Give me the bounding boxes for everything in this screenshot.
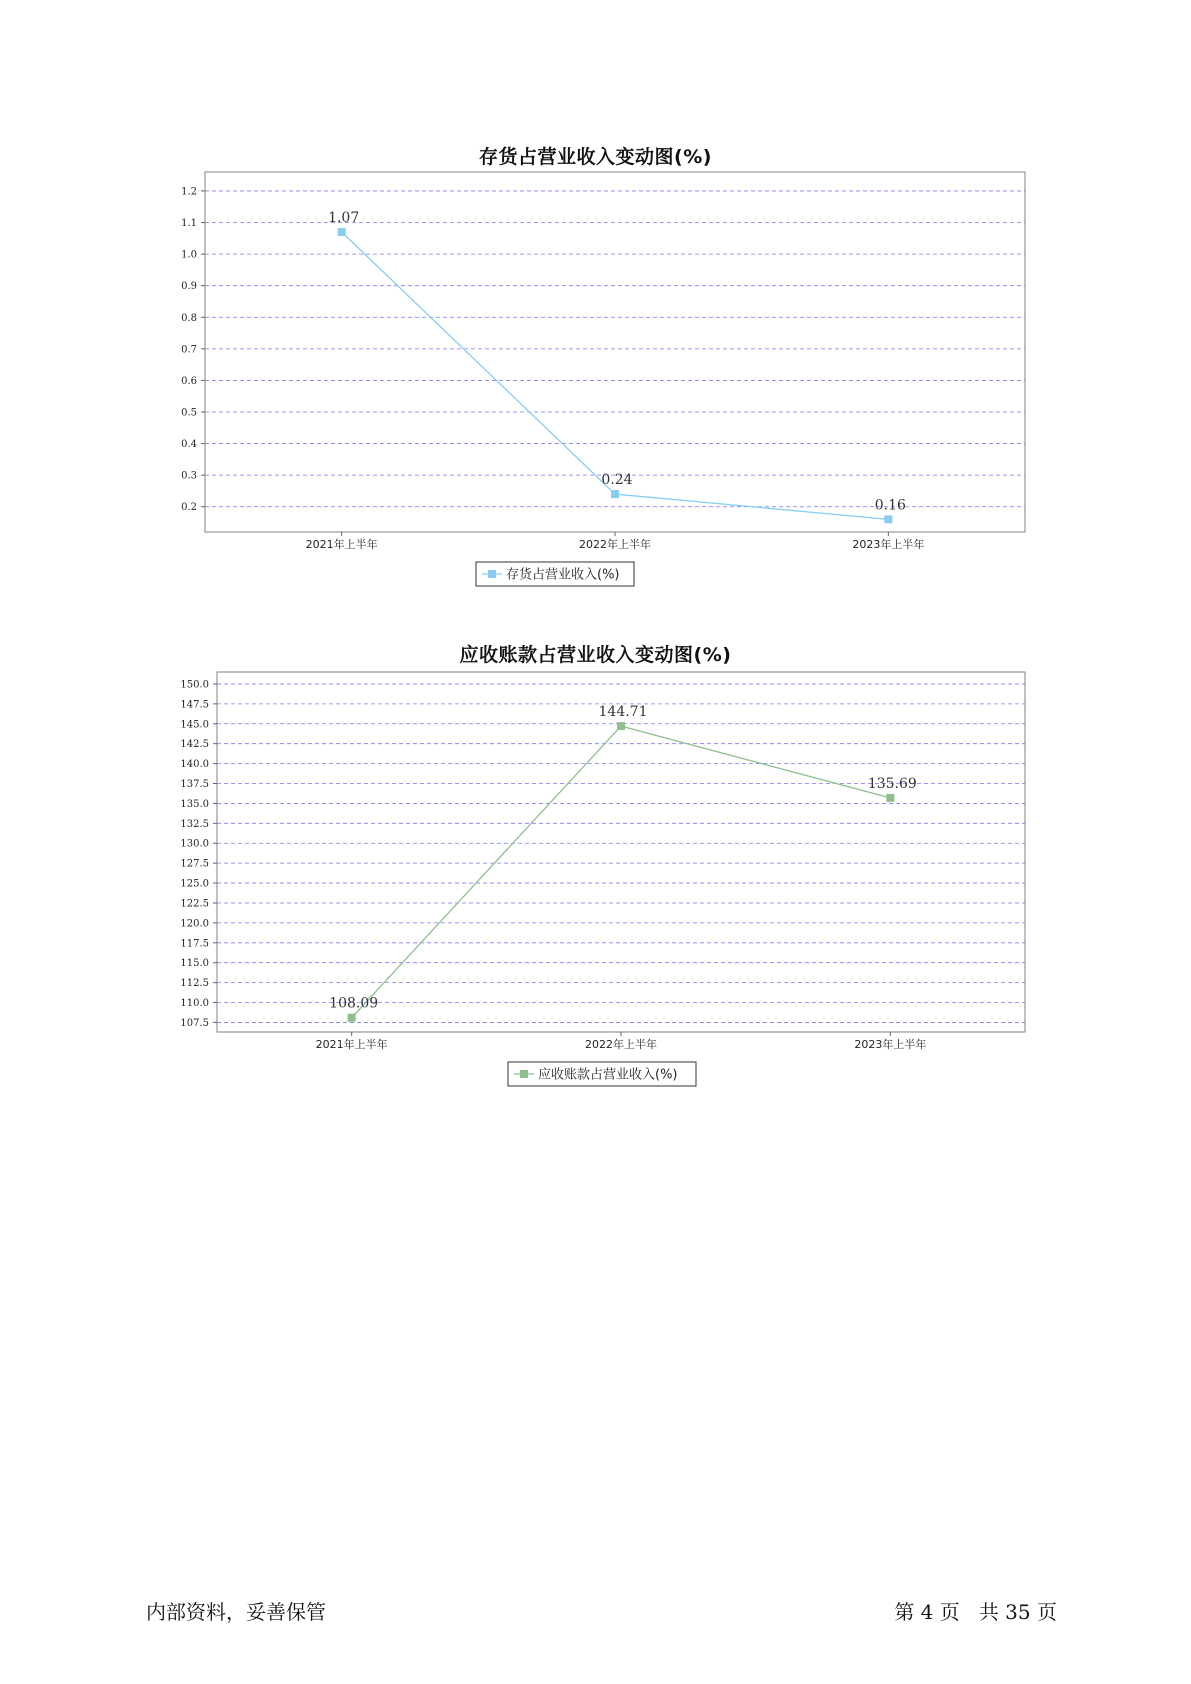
y-tick-label: 110.0 <box>180 998 209 1010</box>
y-tick-label: 1.2 <box>181 186 197 198</box>
x-tick-label: 2023年上半年 <box>854 1038 927 1051</box>
y-tick-label: 0.4 <box>181 439 197 451</box>
y-tick-label: 140.0 <box>180 759 209 771</box>
data-label: 0.24 <box>601 472 633 489</box>
y-tick-label: 1.1 <box>181 218 197 230</box>
x-tick-label: 2022年上半年 <box>579 538 651 551</box>
x-tick-label: 2023年上半年 <box>852 538 925 551</box>
data-point-marker <box>348 1014 356 1022</box>
y-tick-label: 0.7 <box>181 344 197 356</box>
y-tick-label: 125.0 <box>180 878 209 890</box>
footer-page-number: 第 4 页 共 35 页 <box>894 1600 1057 1624</box>
y-tick-label: 0.2 <box>181 502 197 514</box>
y-tick-label: 150.0 <box>180 679 209 691</box>
y-tick-label: 0.8 <box>181 312 197 324</box>
data-point-marker <box>611 490 619 498</box>
y-tick-label: 0.3 <box>181 470 197 482</box>
y-tick-label: 127.5 <box>180 858 209 870</box>
y-tick-label: 122.5 <box>180 898 209 910</box>
y-tick-label: 0.5 <box>181 407 197 419</box>
legend-label: 存货占营业收入(%) <box>506 567 620 583</box>
y-tick-label: 0.6 <box>181 375 197 387</box>
y-tick-label: 117.5 <box>180 938 209 950</box>
y-tick-label: 132.5 <box>180 818 209 830</box>
legend-marker <box>520 1070 528 1078</box>
y-tick-label: 1.0 <box>181 249 197 261</box>
data-point-marker <box>886 794 894 802</box>
y-tick-label: 137.5 <box>180 779 209 791</box>
receivables-ratio-chart <box>0 658 1191 1088</box>
inventory-ratio-chart <box>0 160 1191 590</box>
y-tick-label: 142.5 <box>180 739 209 751</box>
y-tick-label: 130.0 <box>180 838 209 850</box>
y-tick-label: 135.0 <box>180 798 209 810</box>
x-tick-label: 2021年上半年 <box>305 538 378 551</box>
data-label: 108.09 <box>329 995 379 1012</box>
y-tick-label: 115.0 <box>180 958 209 970</box>
data-label: 1.07 <box>328 210 360 226</box>
y-tick-label: 145.0 <box>180 719 209 731</box>
footer-confidential-note: 内部资料，妥善保管 <box>146 1600 326 1624</box>
y-tick-label: 107.5 <box>180 1017 209 1029</box>
data-label: 135.69 <box>867 775 917 792</box>
x-tick-label: 2021年上半年 <box>315 1038 388 1051</box>
y-tick-label: 112.5 <box>180 978 209 990</box>
chart-title-inventory: 存货占营业收入变动图(%) <box>479 146 712 168</box>
data-point-marker <box>884 515 892 523</box>
legend-marker <box>488 570 496 578</box>
y-tick-label: 0.9 <box>181 281 197 293</box>
data-label: 144.71 <box>598 704 648 721</box>
chart-title-receivables: 应收账款占营业收入变动图(%) <box>459 644 732 666</box>
legend-label: 应收账款占营业收入(%) <box>538 1067 678 1083</box>
data-label: 0.16 <box>874 497 906 514</box>
y-tick-label: 120.0 <box>180 918 209 930</box>
data-point-marker <box>338 228 346 236</box>
x-tick-label: 2022年上半年 <box>585 1038 657 1051</box>
y-tick-label: 147.5 <box>180 699 209 711</box>
data-point-marker <box>617 722 625 730</box>
